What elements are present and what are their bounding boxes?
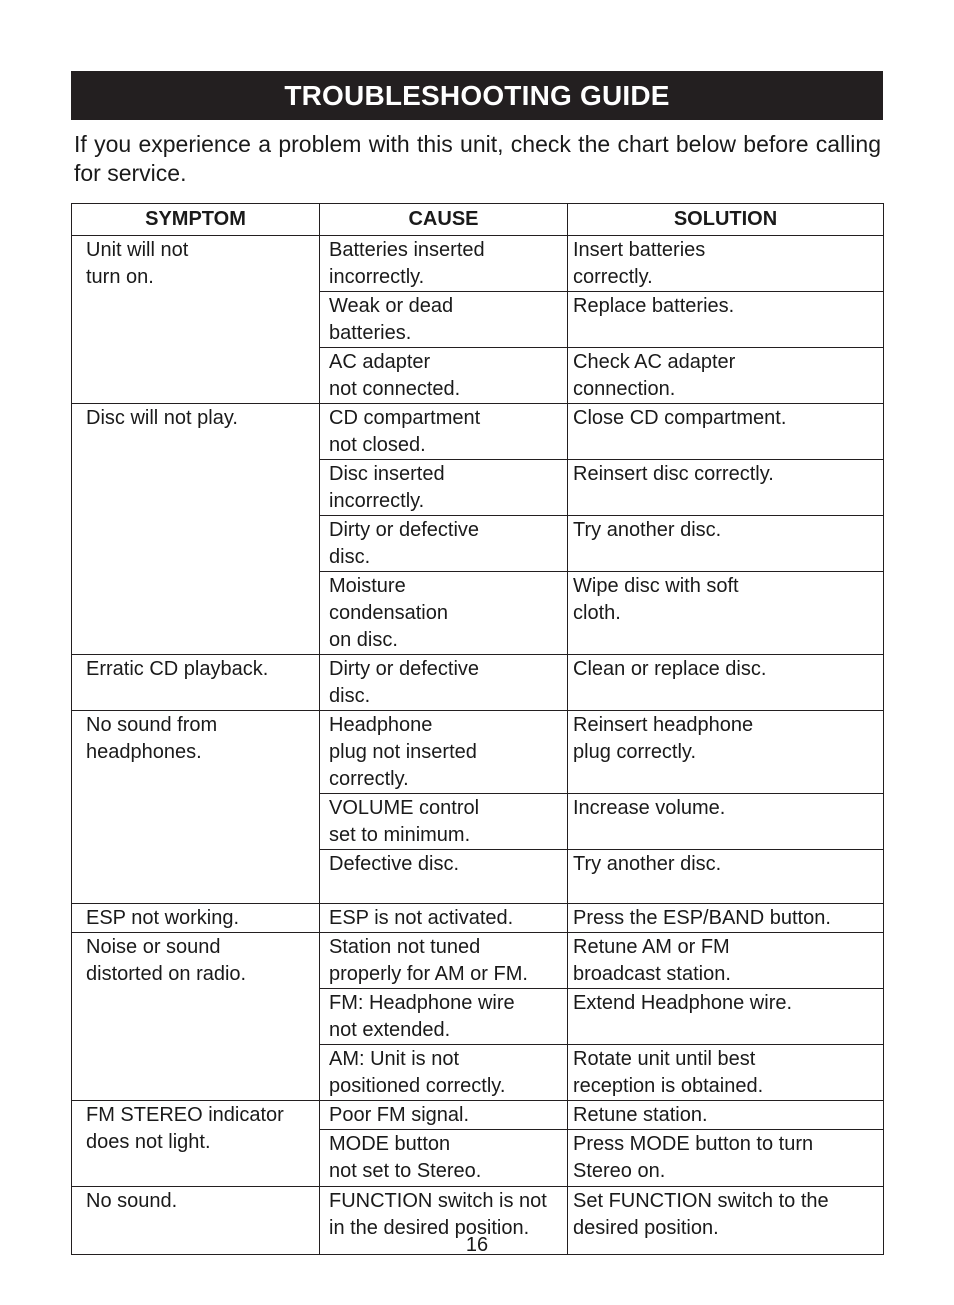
cause-cell: Batteries inserted incorrectly. [320,236,568,292]
solution-cell: Press MODE button to turn Stereo on. [568,1130,884,1187]
cause-cell: Poor FM signal. [320,1101,568,1130]
solution-cell: Reinsert headphone plug correctly. [568,711,884,794]
solution-cell: Retune AM or FM broadcast station. [568,933,884,989]
cause-cell: Defective disc. [320,850,568,904]
table-row [72,1101,884,1130]
table-row [72,236,884,292]
header-cause: CAUSE [320,204,568,236]
solution-cell: Set FUNCTION switch to the desired position. [568,1187,884,1255]
symptom-cell: ESP not working. [72,904,320,933]
table-row [72,655,884,711]
symptom-cell: Erratic CD playback. [72,655,320,711]
solution-cell: Increase volume. [568,794,884,850]
symptom-cell: No sound from headphones. [72,711,320,904]
cause-cell: FM: Headphone wire not extended. [320,989,568,1045]
intro-paragraph: If you experience a problem with this unit, check the chart below before calling for service. [74,131,881,186]
symptom-cell: Unit will not turn on. [72,236,320,404]
header-row [72,204,884,236]
header-symptom: SYMPTOM [72,204,320,236]
table-row [72,904,884,933]
solution-cell: Insert batteries correctly. [568,236,884,292]
cause-cell: AC adapter not connected. [320,348,568,404]
cause-cell: Dirty or defective disc. [320,655,568,711]
page-title: TROUBLESHOOTING GUIDE [71,71,883,120]
table-row [72,404,884,460]
troubleshooting-table [71,203,884,1255]
solution-cell: Try another disc. [568,850,884,904]
cause-cell: FUNCTION switch is not in the desired position. [320,1187,568,1255]
solution-cell: Try another disc. [568,516,884,572]
cause-cell: MODE button not set to Stereo. [320,1130,568,1187]
table-body [72,236,884,1255]
page-number: 16 [465,1234,489,1256]
symptom-cell: Noise or sound distorted on radio. [72,933,320,1101]
solution-cell: Retune station. [568,1101,884,1130]
solution-cell: Replace batteries. [568,292,884,348]
cause-cell: Dirty or defective disc. [320,516,568,572]
cause-cell: AM: Unit is not positioned correctly. [320,1045,568,1101]
table-row [72,933,884,989]
solution-cell: Extend Headphone wire. [568,989,884,1045]
cause-cell: CD compartment not closed. [320,404,568,460]
cause-cell: Disc inserted incorrectly. [320,460,568,516]
solution-cell: Wipe disc with soft cloth. [568,572,884,655]
solution-cell: Rotate unit until best reception is obtained. [568,1045,884,1101]
cause-cell: VOLUME control set to minimum. [320,794,568,850]
solution-cell: Press the ESP/BAND button. [568,904,884,933]
solution-cell: Check AC adapter connection. [568,348,884,404]
table-row [72,711,884,794]
solution-cell: Clean or replace disc. [568,655,884,711]
solution-cell: Close CD compartment. [568,404,884,460]
symptom-cell: FM STEREO indicator does not light. [72,1101,320,1187]
solution-cell: Reinsert disc correctly. [568,460,884,516]
cause-cell: ESP is not activated. [320,904,568,933]
cause-cell: Headphone plug not inserted correctly. [320,711,568,794]
header-solution: SOLUTION [568,204,884,236]
symptom-cell: No sound. [72,1187,320,1255]
cause-cell: Moisture condensation on disc. [320,572,568,655]
cause-cell: Weak or dead batteries. [320,292,568,348]
cause-cell: Station not tuned properly for AM or FM. [320,933,568,989]
symptom-cell: Disc will not play. [72,404,320,655]
